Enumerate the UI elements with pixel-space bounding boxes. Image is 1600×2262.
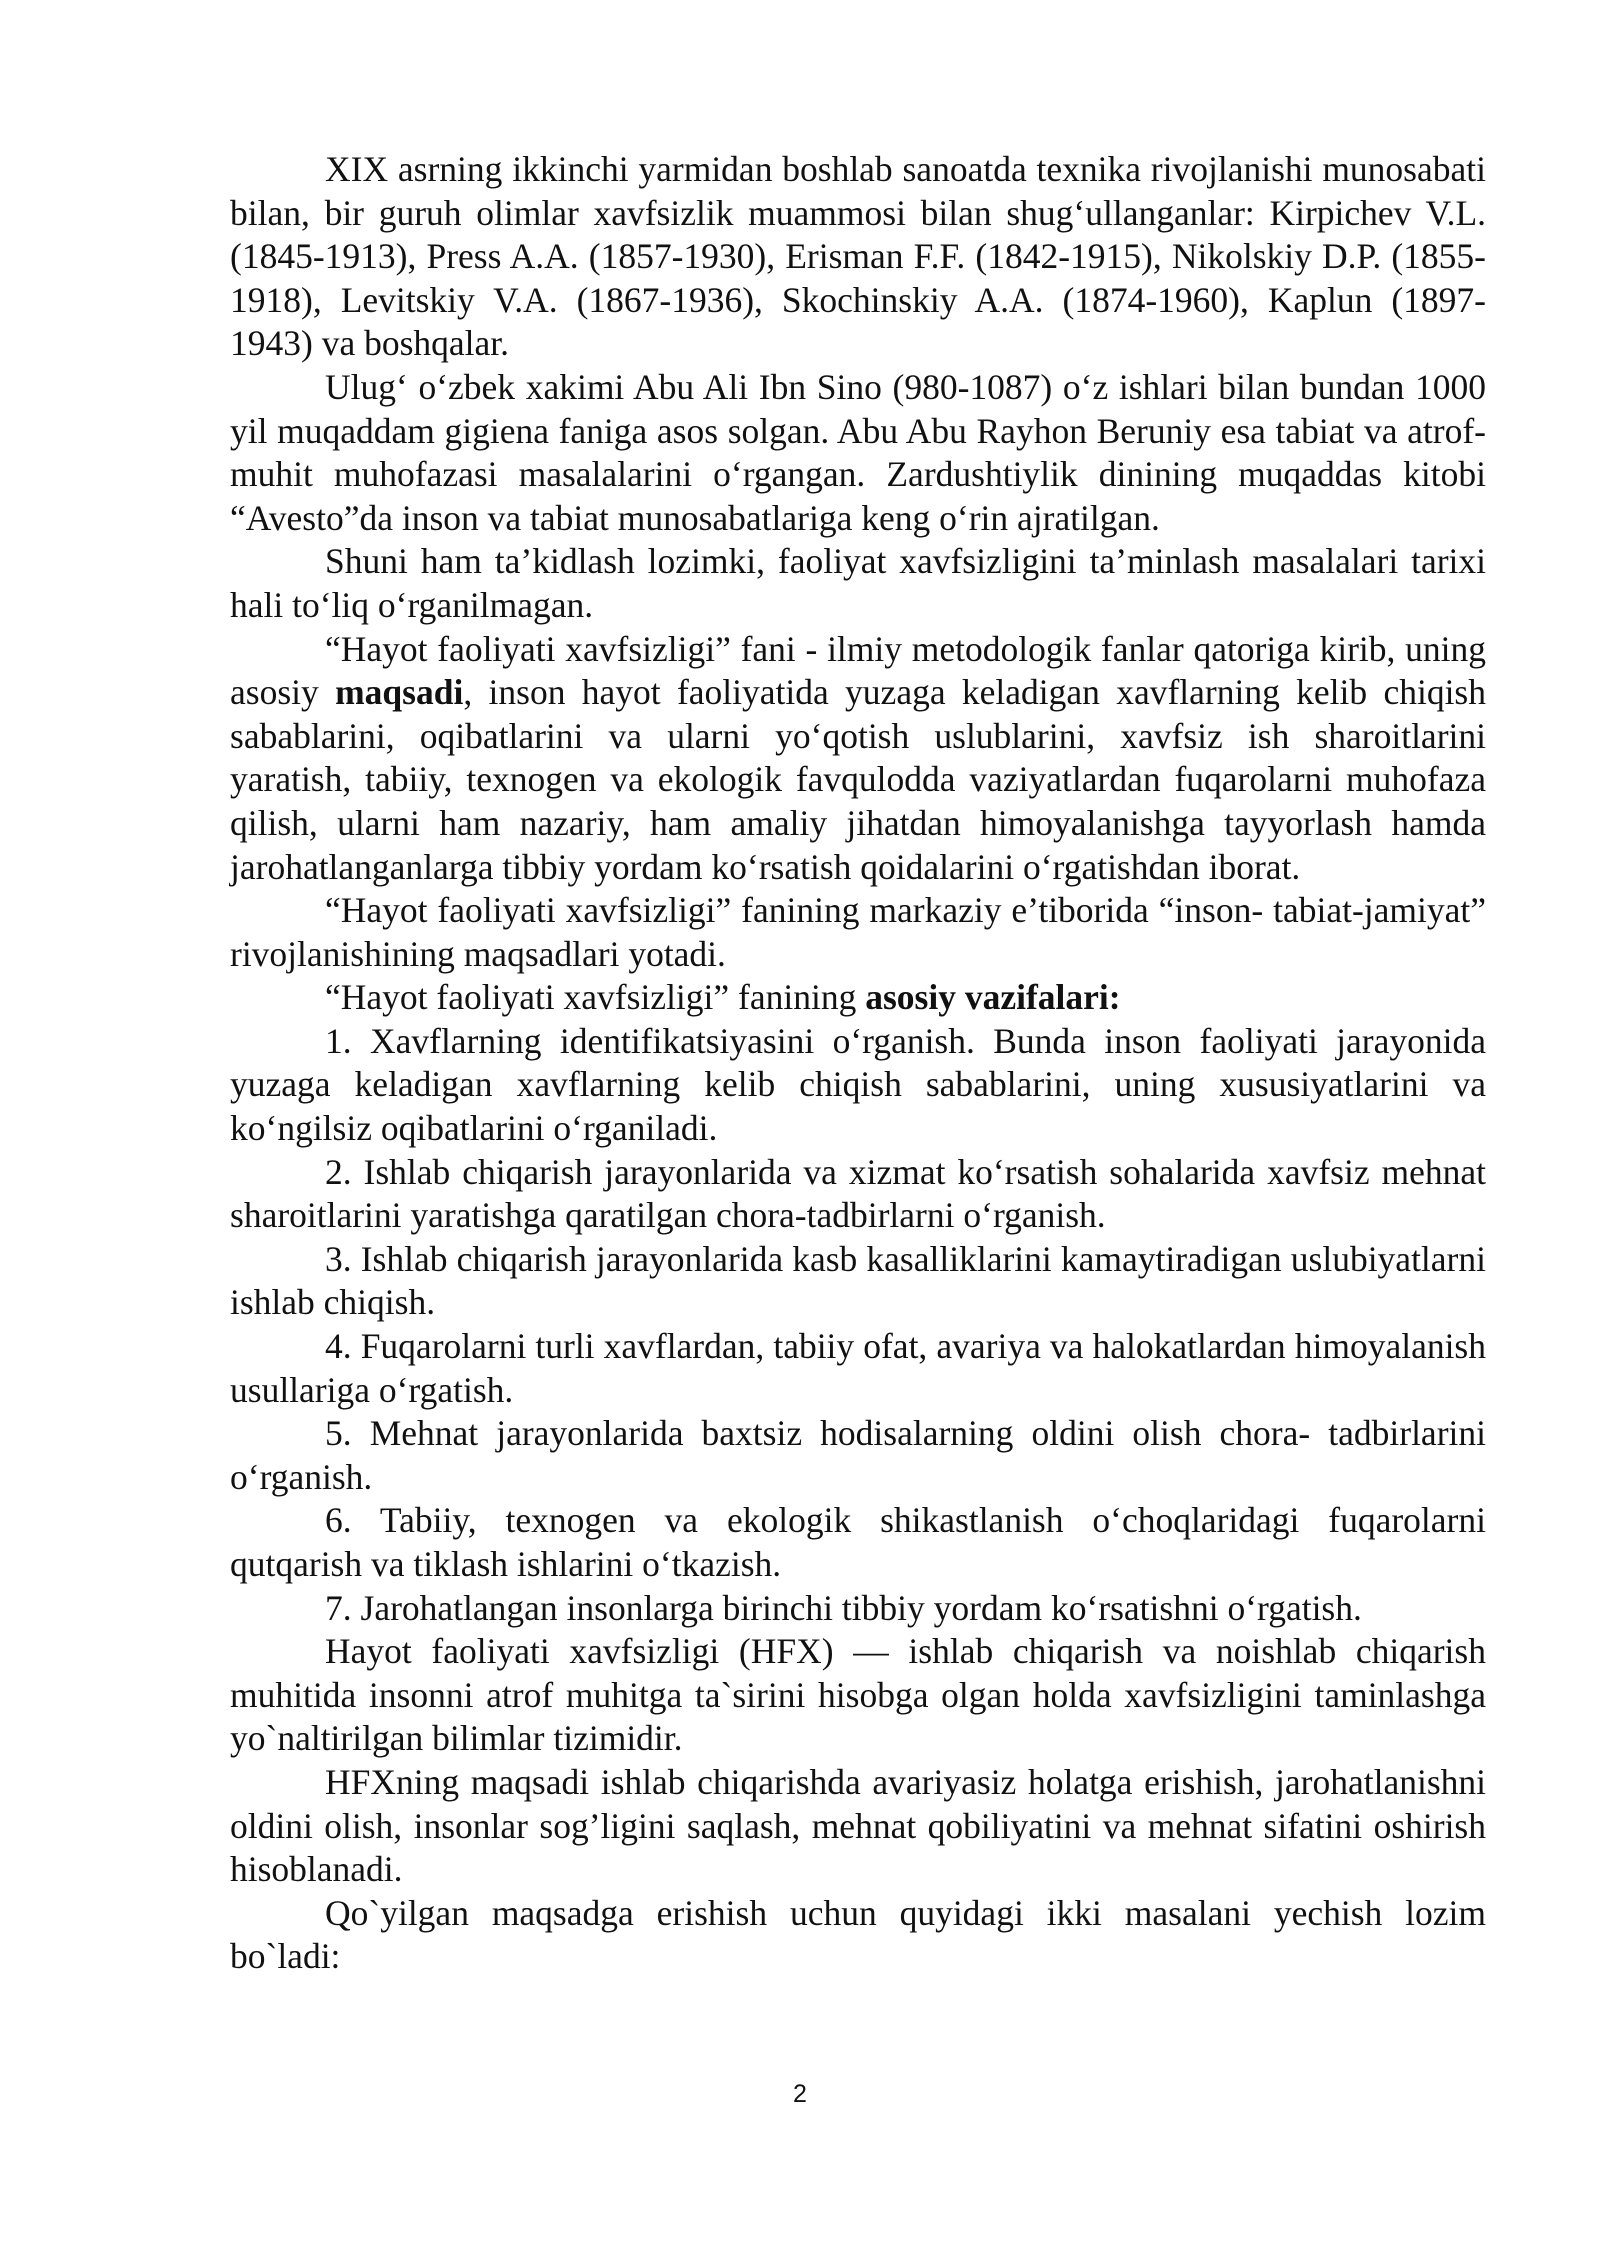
goal-paragraph xyxy=(230,628,1486,890)
task-item-5: 5. Mehnat jarayonlarida baxtsiz hodisalarning oldini olish chora- tadbirlarini o‘rganish. xyxy=(230,1413,1486,1497)
tasks-heading xyxy=(230,976,1486,1020)
task-item-1: 1. Xavflarning identifikatsiyasini o‘rganish. Bunda inson faoliyati jarayonida yuzaga keladigan xavflarning kelib chiqish sabablarini, uning xususiyatlarini va ko‘ngilsiz oqibatlarini o‘rganiladi. xyxy=(230,1020,1486,1149)
focus-paragraph: “Hayot faoliyati xavfsizligi” fanining markaziy e’tiborida “inson- tabiat-jamiyat” rivojlanishining maqsadlari yotadi. xyxy=(230,890,1486,974)
hfx-tasks-intro-paragraph: Qo`yilgan maqsadga erishish uchun quyidagi ikki masalani yechish lozim bo`ladi: xyxy=(230,1892,1486,1977)
goal-text-after: , inson hayot faoliyatida yuzaga keladigan xavflarning kelib chiqish sabablarini, oqibatlarini va ularni yo‘qotish uslublarini, xavfsiz ish sharoitlarini yaratish, tabiiy, texnogen va ekologik favqulodda vaziyatlardan fuqarolarni muhofaza qilish, ularni ham nazariy, ham amaliy jihatdan himoyalanishga tayyorlash hamda jarohatlanganlarga tibbiy yordam ko‘rsatish qoidalarini o‘rgatishdan iborat. xyxy=(230,672,1487,887)
document-body xyxy=(230,148,1486,1979)
task-item-6: 6. Tabiiy, texnogen va ekologik shikastlanish o‘choqlaridagi fuqarolarni qutqarish va tiklash ishlarini o‘tkazish. xyxy=(230,1500,1486,1584)
task-item-4: 4. Fuqarolarni turli xavflardan, tabiiy ofat, avariya va halokatlardan himoyalanish usullariga o‘rgatish. xyxy=(230,1326,1486,1410)
ibn-sino-paragraph: Ulug‘ o‘zbek xakimi Abu Ali Ibn Sino (980-1087) o‘z ishlari bilan bundan 1000 yil muqaddam gigiena faniga asos solgan. Abu Abu Rayhon Beruniy esa tabiat va atrof-muhit muhofazasi masalalarini o‘rgangan. Zardushtiylik dinining muqaddas kitobi “Avesto”da inson va tabiat munosabatlariga keng o‘rin ajratilgan. xyxy=(230,366,1486,538)
task-item-2: 2. Ishlab chiqarish jarayonlarida va xizmat ko‘rsatish sohalarida xavfsiz mehnat sharoitlarini yaratishga qaratilgan chora-tadbirlarni o‘rganish. xyxy=(230,1151,1486,1236)
hfx-definition-paragraph: Hayot faoliyati xavfsizligi (HFX) — ishlab chiqarish va noishlab chiqarish muhitida insonni atrof muhitga ta`sirini hisobga olgan holda xavfsizligini taminlashga yo`naltirilgan bilimlar tizimidir. xyxy=(230,1631,1486,1759)
goal-keyword: maqsadi xyxy=(335,672,464,713)
history-paragraph: XIX asrning ikkinchi yarmidan boshlab sanoatda texnika rivojlanishi munosabati bilan, bir guruh olimlar xavfsizlik muammosi bilan shug‘ullanganlar: Kirpichev V.L. (1845-1913), Press A.A. (1857-1930), Erisman F.F. (1842-1915), Nikolskiy D.P. (1855-1918), Levitskiy V.A. (1867-1936), Skochinskiy A.A. (1874-1960), Kaplun (1897-1943) va boshqalar. xyxy=(230,149,1486,364)
goal-text-before: “Hayot faoliyati xavfsizligi” fani - ilmiy metodologik fanlar qatoriga kirib, uning asosiy xyxy=(230,628,1486,713)
hfx-goal-paragraph: HFXning maqsadi ishlab chiqarishda avariyasiz holatga erishish, jarohatlanishni oldini olish, insonlar sog’ligini saqlash, mehnat qobiliyatini va mehnat sifatini oshirish hisoblanadi. xyxy=(230,1761,1486,1890)
tasks-heading-keyword: asosiy vazifalari: xyxy=(865,977,1121,1018)
tasks-heading-text: “Hayot faoliyati xavfsizligi” fanining xyxy=(325,977,866,1018)
task-item-3: 3. Ishlab chiqarish jarayonlarida kasb kasalliklarini kamaytiradigan uslubiyatlarni ishlab chiqish. xyxy=(230,1238,1486,1323)
history-note-paragraph: Shuni ham ta’kidlash lozimki, faoliyat xavfsizligini ta’minlash masalalari tarixi hali to‘liq o‘rganilmagan. xyxy=(230,541,1486,625)
page-number: 2 xyxy=(793,2080,807,2108)
task-item-7: 7. Jarohatlangan insonlarga birinchi tibbiy yordam ko‘rsatishni o‘rgatish. xyxy=(325,1587,1362,1628)
